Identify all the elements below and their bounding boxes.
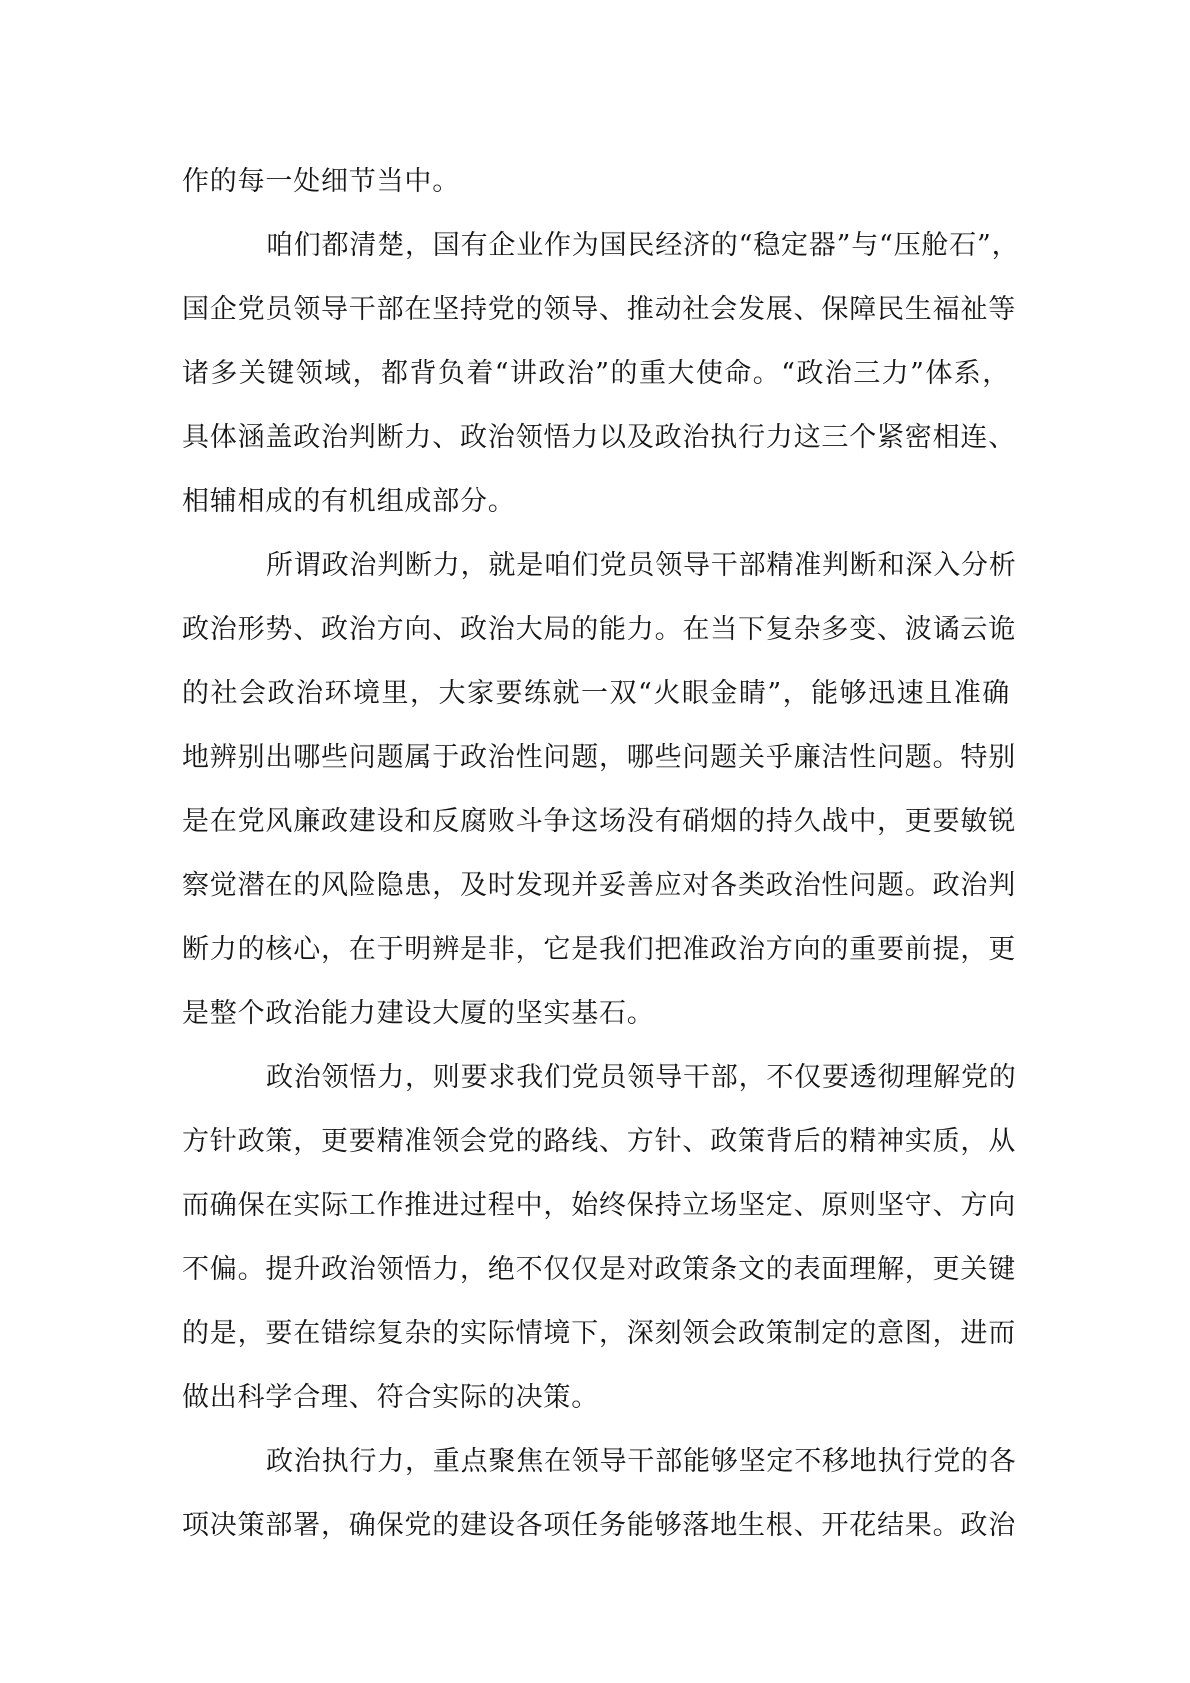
text-line: 是整个政治能力建设大厦的坚实基石。 xyxy=(182,998,655,1029)
text-line: 政治形势、政治方向、政治大局的能力。在当下复杂多变、波谲云诡 xyxy=(182,614,1016,645)
text-line: 不偏。提升政治领悟力，绝不仅仅是对政策条文的表面理解，更关键 xyxy=(182,1254,1016,1285)
text-line: 咱们都清楚，国有企业作为国民经济的“稳定器”与“压舱石”， xyxy=(266,230,1020,261)
text-line: 所谓政治判断力，就是咱们党员领导干部精准判断和深入分析 xyxy=(266,550,1017,581)
text-line: 国企党员领导干部在坚持党的领导、推动社会发展、保障民生福祉等 xyxy=(182,294,1016,325)
paragraph-5 xyxy=(182,1430,1017,1558)
text-line: 具体涵盖政治判断力、政治领悟力以及政治执行力这三个紧密相连、 xyxy=(182,422,1016,453)
text-line: 项决策部署，确保党的建设各项任务能够落地生根、开花结果。政治 xyxy=(182,1510,1016,1541)
paragraph-4 xyxy=(182,1046,1017,1430)
text-line: 断力的核心，在于明辨是非，它是我们把准政治方向的重要前提，更 xyxy=(182,934,1016,965)
text-line: 的是，要在错综复杂的实际情境下，深刻领会政策制定的意图，进而 xyxy=(182,1318,1016,1349)
text-line: 诸多关键领域，都背负着“讲政治”的重大使命。“政治三力”体系， xyxy=(182,358,1010,389)
paragraph-2 xyxy=(182,214,1020,534)
document-body xyxy=(182,150,1020,1558)
text-line: 方针政策，更要精准领会党的路线、方针、政策背后的精神实质，从 xyxy=(182,1126,1016,1157)
text-line: 作的每一处细节当中。 xyxy=(182,166,460,197)
text-line: 是在党风廉政建设和反腐败斗争这场没有硝烟的持久战中，更要敏锐 xyxy=(182,806,1016,837)
text-line: 而确保在实际工作推进过程中，始终保持立场坚定、原则坚守、方向 xyxy=(182,1190,1016,1221)
text-line: 察觉潜在的风险隐患，及时发现并妥善应对各类政治性问题。政治判 xyxy=(182,870,1016,901)
text-line: 的社会政治环境里，大家要练就一双“火眼金睛”，能够迅速且准确 xyxy=(182,678,1010,709)
text-line: 相辅相成的有机组成部分。 xyxy=(182,486,516,517)
paragraph-1 xyxy=(182,150,1010,214)
text-line: 政治领悟力，则要求我们党员领导干部，不仅要透彻理解党的 xyxy=(266,1062,1017,1093)
text-line: 地辨别出哪些问题属于政治性问题，哪些问题关乎廉洁性问题。特别 xyxy=(182,742,1016,773)
text-line: 做出科学合理、符合实际的决策。 xyxy=(182,1382,599,1413)
paragraph-3 xyxy=(182,534,1017,1046)
text-line: 政治执行力，重点聚焦在领导干部能够坚定不移地执行党的各 xyxy=(266,1446,1017,1477)
